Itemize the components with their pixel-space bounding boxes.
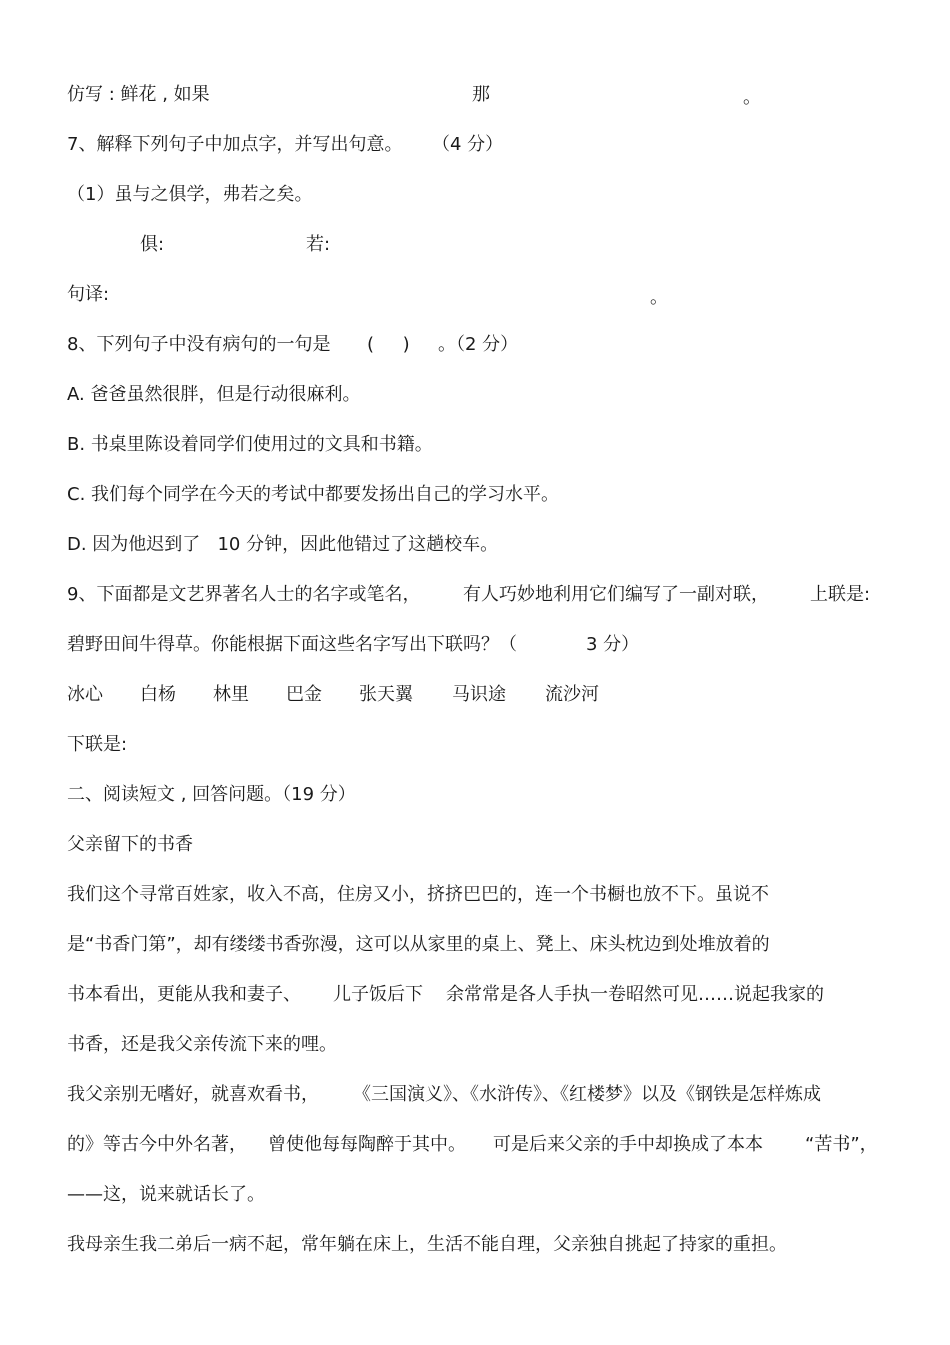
p1-line3-b: 儿子饭后下: [333, 984, 423, 1005]
q8-score: 。（2 分）: [438, 334, 519, 355]
p1-line4: 书香，还是我父亲传流下来的哩。: [67, 1034, 337, 1055]
p1-line3-c: 余常常是各人手执一卷昭然可见……说起我家的: [446, 984, 824, 1005]
q6-prompt: 仿写 : 鲜花 , 如果: [67, 84, 210, 105]
q7-translate-label: 句译:: [67, 284, 110, 305]
p2-line1-b: 《三国演义》、《水浒传》、《红楼梦》以及《钢铁是怎样炼成: [353, 1084, 821, 1105]
q6-end: 。: [743, 87, 761, 108]
q7-score: （4 分）: [432, 134, 504, 155]
p3-line1: 我母亲生我二弟后一病不起，常年躺在床上，生活不能自理，父亲独自挑起了持家的重担。: [67, 1234, 787, 1255]
q9-name-6: 马识途: [452, 684, 506, 705]
q7-translate-end: 。: [650, 287, 668, 308]
p1-line2: 是“书香门第”，却有缕缕书香弥漫，这可以从家里的桌上、凳上、床头枕边到处堆放着的: [67, 934, 770, 955]
p1-line3-a: 书本看出，更能从我和妻子、: [67, 984, 301, 1005]
q8-option-a: A. 爸爸虽然很胖，但是行动很麻利。: [67, 384, 361, 405]
q9-name-2: 白杨: [140, 684, 176, 705]
q9-name-7: 流沙河: [545, 684, 599, 705]
p2-line2-c: 可是后来父亲的手中却换成了本本: [493, 1134, 763, 1155]
q8-option-c: C. 我们每个同学在今天的考试中都要发扬出自己的学习水平。: [67, 484, 560, 505]
p2-line2-b: 曾使他每每陶醉于其中。: [268, 1134, 466, 1155]
q7-title: 7、解释下列句子中加点字，并写出句意。: [67, 134, 403, 155]
p2-line2-d: “苦书”，: [805, 1134, 878, 1155]
p2-line2-a: 的》等古今中外名著，: [67, 1134, 247, 1155]
article-title: 父亲留下的书香: [67, 834, 193, 855]
q9-line2-b: 3 分）: [586, 634, 640, 655]
q7-sub1: （1）虽与之俱学，弗若之矣。: [67, 184, 313, 205]
q9-line1-b: 有人巧妙地利用它们编写了一副对联，: [463, 584, 769, 605]
p1-line1: 我们这个寻常百姓家，收入不高，住房又小，挤挤巴巴的，连一个书橱也放不下。虽说不: [67, 884, 769, 905]
q7-ruo-label: 若:: [306, 234, 331, 255]
q9-name-3: 林里: [213, 684, 249, 705]
q7-ju-label: 俱:: [140, 234, 165, 255]
q8-title: 8、下列句子中没有病句的一句是: [67, 334, 331, 355]
q9-answer-label: 下联是:: [67, 734, 128, 755]
q9-name-4: 巴金: [286, 684, 322, 705]
q6-mid: 那: [472, 84, 490, 105]
q9-line1-c: 上联是:: [810, 584, 871, 605]
section2-title: 二、阅读短文 , 回答问题。（19 分）: [67, 784, 356, 805]
q9-line2-a: 碧野田间牛得草。你能根据下面这些名字写出下联吗？（: [67, 634, 517, 655]
q8-paren: ( ): [367, 334, 410, 355]
q8-option-b: B. 书桌里陈设着同学们使用过的文具和书籍。: [67, 434, 433, 455]
q8-option-d: D. 因为他迟到了 10 分钟，因此他错过了这趟校车。: [67, 534, 499, 555]
q9-name-5: 张天翼: [359, 684, 413, 705]
p2-line1-a: 我父亲别无嗜好，就喜欢看书，: [67, 1084, 319, 1105]
q9-name-1: 冰心: [67, 684, 103, 705]
p2-line3: ——这，说来就话长了。: [67, 1184, 265, 1205]
q9-line1-a: 9、下面都是文艺界著名人士的名字或笔名，: [67, 584, 421, 605]
